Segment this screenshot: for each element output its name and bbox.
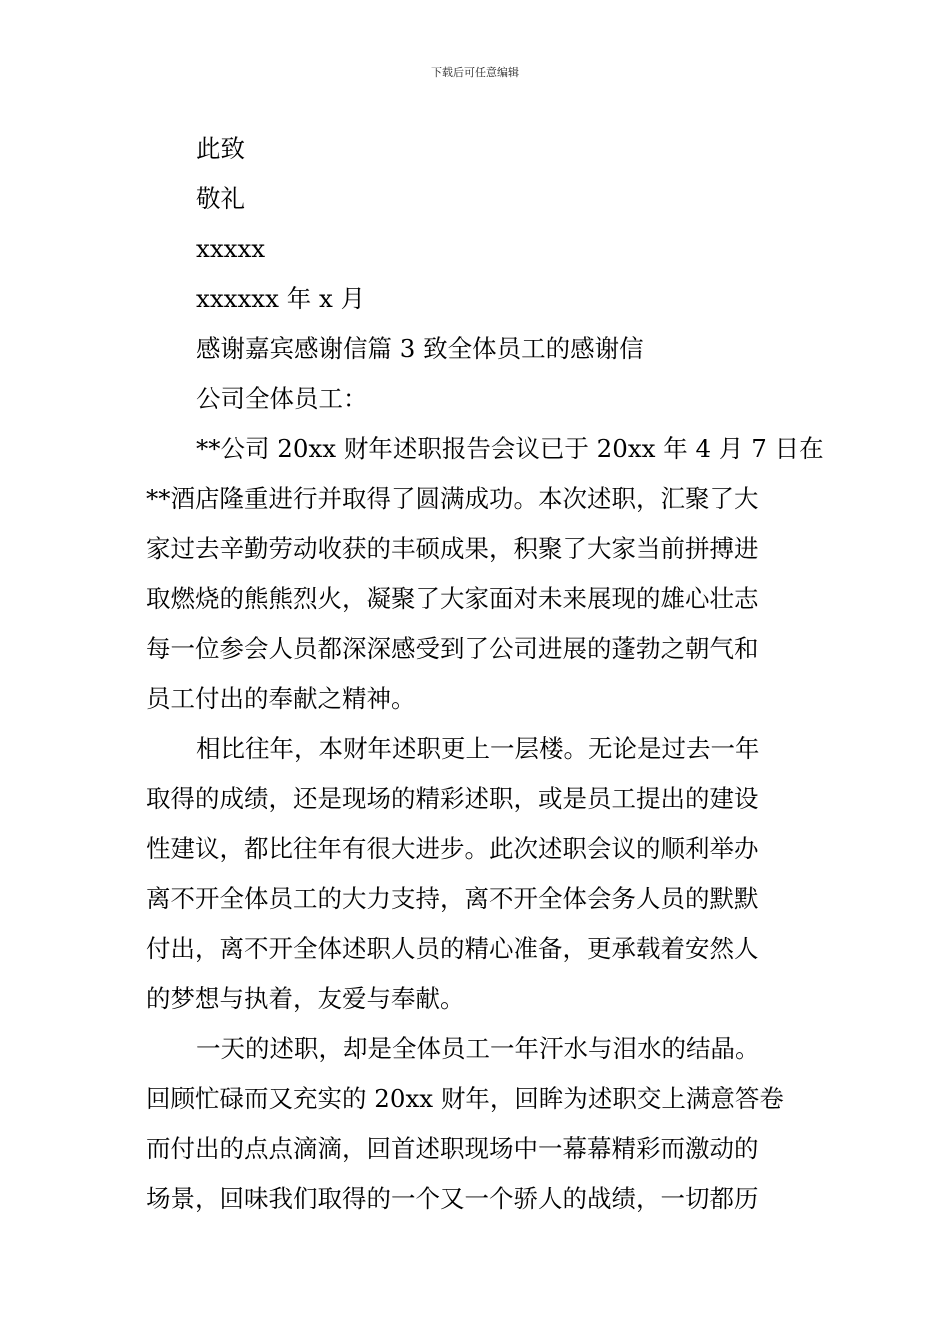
letter-recipient: 公司全体员工： bbox=[196, 384, 368, 413]
paragraph-line: 场景，回味我们取得的一个又一个骄人的战绩，一切都历 bbox=[146, 1184, 759, 1213]
letter-title: 感谢嘉宾感谢信篇 3 致全体员工的感谢信 bbox=[196, 334, 644, 363]
paragraph-line: 一天的述职，却是全体员工一年汗水与泪水的结晶。 bbox=[196, 1034, 760, 1063]
paragraph-line: 相比往年，本财年述职更上一层楼。无论是过去一年 bbox=[196, 734, 760, 763]
paragraph-line: 性建议，都比往年有很大进步。此次述职会议的顺利举办 bbox=[146, 834, 759, 863]
paragraph-line: 的梦想与执着，友爱与奉献。 bbox=[146, 984, 465, 1013]
paragraph-line: 家过去辛勤劳动收获的丰硕成果，积聚了大家当前拼搏进 bbox=[146, 534, 759, 563]
paragraph-line: 每一位参会人员都深深感受到了公司进展的蓬勃之朝气和 bbox=[146, 634, 759, 663]
paragraph-line: 取得的成绩，还是现场的精彩述职，或是员工提出的建设 bbox=[146, 784, 759, 813]
closing-regards: 敬礼 bbox=[196, 184, 245, 213]
paragraph-line: **酒店隆重进行并取得了圆满成功。本次述职，汇聚了大 bbox=[146, 484, 759, 513]
page-header-note: 下载后可任意编辑 bbox=[431, 66, 519, 79]
closing-date: xxxxxx 年 x 月 bbox=[196, 284, 366, 313]
paragraph-line: 取燃烧的熊熊烈火，凝聚了大家面对未来展现的雄心壮志 bbox=[146, 584, 759, 613]
paragraph-line: 付出，离不开全体述职人员的精心准备，更承载着安然人 bbox=[146, 934, 759, 963]
paragraph-line: **公司 20xx 财年述职报告会议已于 20xx 年 4 月 7 日在 bbox=[196, 434, 824, 463]
closing-salutation: 此致 bbox=[196, 134, 245, 163]
closing-signer: xxxxx bbox=[196, 234, 266, 263]
paragraph-line: 员工付出的奉献之精神。 bbox=[146, 684, 416, 713]
paragraph-line: 而付出的点点滴滴，回首述职现场中一幕幕精彩而激动的 bbox=[146, 1134, 759, 1163]
paragraph-line: 回顾忙碌而又充实的 20xx 财年，回眸为述职交上满意答卷 bbox=[146, 1084, 784, 1113]
paragraph-line: 离不开全体员工的大力支持，离不开全体会务人员的默默 bbox=[146, 884, 759, 913]
